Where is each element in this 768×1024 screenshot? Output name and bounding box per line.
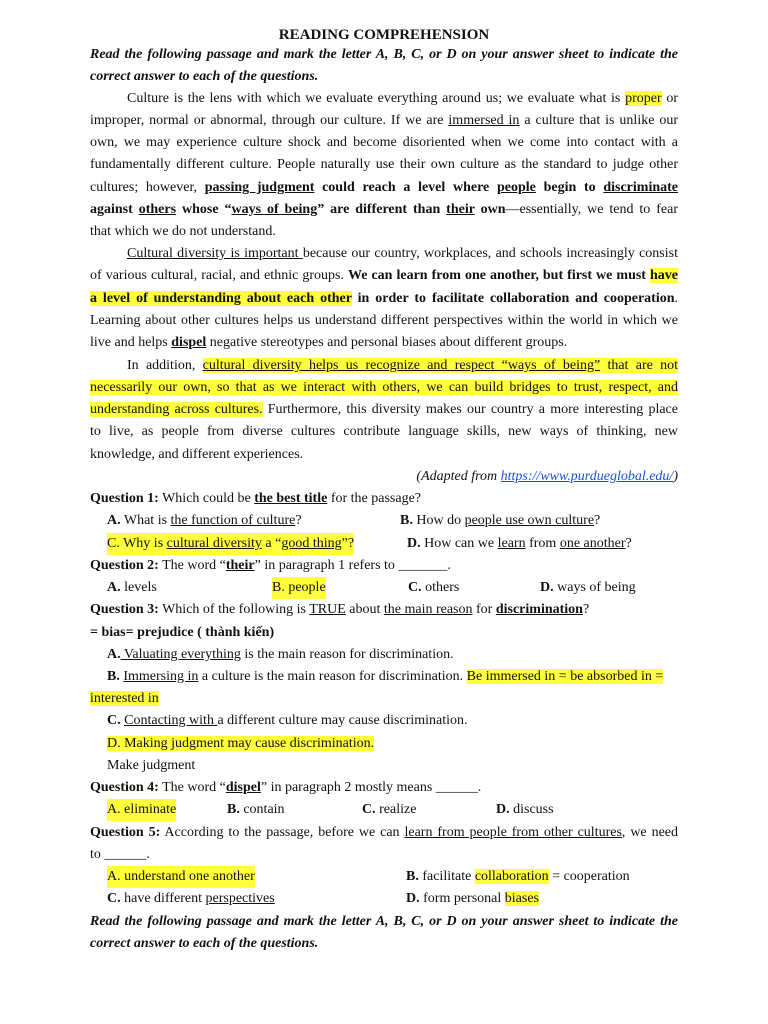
source-link[interactable]: https://www.purdueglobal.edu/: [500, 469, 674, 484]
page-title: READING COMPREHENSION: [278, 27, 490, 43]
q2-option-b[interactable]: B. people: [272, 577, 326, 599]
highlight: collaboration: [474, 869, 549, 884]
q2-option-d[interactable]: D. ways of being: [540, 580, 636, 595]
q5-option-b[interactable]: B. facilitate collaboration = cooperation: [406, 869, 630, 884]
question-5: Question 5: According to the passage, before we can learn from people from other cultures, we need: [90, 825, 678, 840]
source-citation: (Adapted from https://www.purdueglobal.edu/): [416, 469, 678, 484]
passage-p3-line: knowledge, and different experiences.: [90, 447, 304, 462]
highlight: necessarily our own, so that as we interact with others, we can build bridges to trust, respect, and: [90, 380, 678, 395]
passage-p2-line: of various cultural, racial, and ethnic groups. We can learn from one another, but first we must have: [90, 268, 679, 283]
instruction-line-1: Read the following passage and mark the letter A, B, C, or D on your answer sheet to indicate the: [90, 47, 678, 62]
highlight: a level of understanding about each other: [90, 291, 352, 306]
highlight: understanding across cultures.: [90, 402, 263, 417]
highlight: Be immersed in = be absorbed in =: [466, 669, 664, 684]
passage-p1-line: against others whose “ways of being” are different than their own—essentially, we tend to fear: [90, 202, 678, 217]
passage-p2-line: live and helps dispel negative stereotypes and personal biases about different groups.: [90, 335, 568, 350]
question-1: Question 1: Which could be the best title for the passage?: [90, 491, 422, 506]
highlight: proper: [625, 91, 662, 106]
passage-p2-line: a level of understanding about each other in order to facilitate collaboration and cooperation.: [90, 291, 679, 306]
q5-option-a[interactable]: A. understand one another: [107, 866, 255, 888]
passage-p1-line: cultures; however, passing judgment could reach a level where people begin to discriminate: [90, 180, 678, 195]
question-3: Question 3: Which of the following is TRUE about the main reason for discrimination?: [90, 602, 590, 617]
q4-option-b[interactable]: B. contain: [227, 802, 285, 817]
passage-p2-line: Learning about other cultures helps us understand different perspectives within the world in which we: [90, 313, 678, 328]
passage-p3-line: understanding across cultures. Furthermore, this diversity makes our country a more interesting place: [90, 402, 678, 417]
instruction-2-line-1: Read the following passage and mark the letter A, B, C, or D on your answer sheet to indicate the: [90, 914, 678, 929]
question-4: Question 4: The word “dispel” in paragraph 2 mostly means ______.: [90, 780, 482, 795]
instruction-2-line-2: correct answer to each of the questions.: [90, 936, 319, 951]
instruction-line-2: correct answer to each of the questions.: [90, 69, 319, 84]
q1-option-d[interactable]: D. How can we learn from one another?: [407, 536, 632, 551]
highlight: have: [650, 268, 679, 283]
highlight: that are not: [600, 358, 678, 373]
passage-p3-line: to live, as people from diverse cultures contribute language skills, new ways of thinking, new: [90, 424, 678, 439]
passage-p2-line: Cultural diversity is important because our country, workplaces, and schools increasingly consist: [127, 246, 678, 261]
passage-p1-line: own, we may experience culture shock and become disoriented when we come into contact with a: [90, 135, 678, 150]
q3-option-d[interactable]: D. Making judgment may cause discrimination.: [107, 736, 375, 751]
q4-option-c[interactable]: C. realize: [362, 802, 417, 817]
q1-option-c[interactable]: C. Why is cultural diversity a “good thing”?: [107, 533, 354, 555]
q5-option-c[interactable]: C. have different perspectives: [107, 891, 275, 906]
q2-option-a[interactable]: A. levels: [107, 580, 157, 595]
q5-option-d[interactable]: D. form personal biases: [406, 891, 539, 906]
passage-p1-line: that which we do not understand.: [90, 224, 276, 239]
q2-option-c[interactable]: C. others: [408, 580, 460, 595]
passage-p1-line: improper, normal or abnormal, through our culture. If we are immersed in a culture that is unlike our: [90, 113, 678, 128]
q1-option-b[interactable]: B. How do people use own culture?: [400, 513, 601, 528]
passage-p3-line: In addition, cultural diversity helps us recognize and respect “ways of being” that are not: [127, 358, 678, 373]
passage-p3-line: [90, 377, 678, 399]
highlight: biases: [504, 891, 539, 906]
q3-note: = bias= prejudice ( thành kiến): [90, 625, 275, 640]
q3-note-2: Make judgment: [107, 758, 196, 773]
passage-p1-line: fundamentally different culture. People naturally use their own culture as the standard to judge other: [90, 157, 678, 172]
highlight: interested in: [90, 691, 159, 706]
q4-option-d[interactable]: D. discuss: [496, 802, 554, 817]
q1-option-a[interactable]: A. What is the function of culture?: [107, 513, 302, 528]
passage-p1-line: Culture is the lens with which we evaluate everything around us; we evaluate what is proper or: [127, 91, 678, 106]
q3-option-b[interactable]: B. Immersing in a culture is the main reason for discrimination. Be immersed in = be absorbed in =: [107, 669, 664, 684]
q4-option-a[interactable]: A. eliminate: [107, 799, 176, 821]
question-2: Question 2: The word “their” in paragraph 1 refers to _______.: [90, 558, 451, 573]
highlight: cultural diversity helps us recognize and respect “ways of being”: [202, 358, 601, 373]
q3-option-b-cont: [90, 688, 678, 710]
question-5-cont: to ______.: [90, 847, 150, 862]
q3-option-c[interactable]: C. Contacting with a different culture may cause discrimination.: [107, 713, 468, 728]
q3-option-a[interactable]: A. Valuating everything is the main reason for discrimination.: [107, 647, 454, 662]
